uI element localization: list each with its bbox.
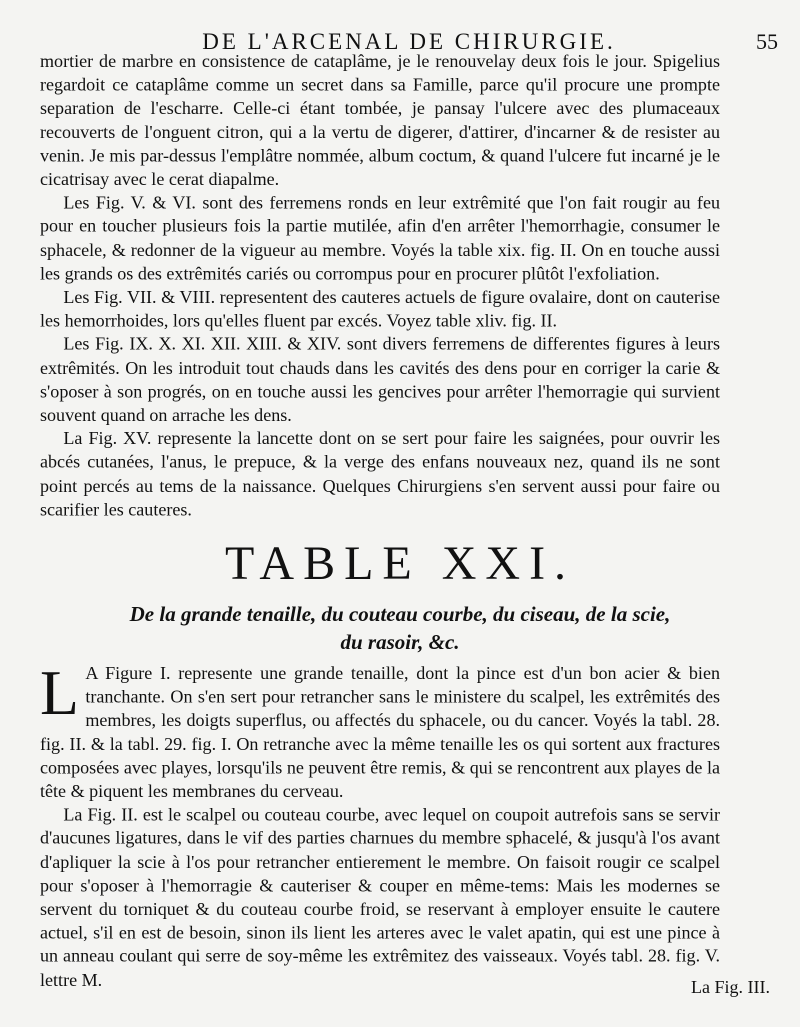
paragraph: Les Fig. VII. & VIII. representent des cauteres actuels de figure ovalaire, dont on cauterise les hemorrhoides, lors qu'elles fluent par excés. Voyez table xliv. fig. II. [40, 286, 720, 331]
paragraph: Les Fig. IX. X. XI. XII. XIII. & XIV. sont divers ferremens de differentes figures à leurs extrêmités. On les introduit tout chauds dans les cavités des dens pour en corriger la carie & s'oposer à son progrés, on en touche aussi les gencives pour arrêter l'hemorragie qui survient souvent quand on arrache les dens. [40, 334, 720, 426]
table-subtitle [0, 600, 800, 656]
page-number: 55 [756, 29, 778, 54]
paragraph-with-dropcap [40, 657, 720, 804]
running-title: DE L'ARCENAL DE CHIRURGIE. [202, 29, 616, 54]
paragraph: Les Fig. V. & VI. sont des ferremens ronds en leur extrêmité que l'on fait rougir au feu pour en toucher plusieurs fois la partie mutilée, afin d'en arrêter l'hemorrhagie, consumer le sphacele, & redonner de la vigueur au membre. Voyés la table xix. fig. II. On en touche aussi les grands os des extrêmités cariés ou corrompus pour en procurer plûtôt l'exfoliation. [40, 192, 720, 284]
paragraph-text: A Figure I. represente une grande tenaille, dont la pince est d'un bon acier & bien tranchante. On s'en sert pour retrancher sans le ministere du scalpel, les extrêmités des membres, les doigts superflus, ou affectés du sphacele, ou du cancer. Voyés la tabl. 28. fig. II. & la tabl. 29. fig. I. On retranche avec la même tenaille les os qui sortent aux fractures composées avec playes, lorsqu'ils ne peuvent être remis, & qui se rencontrent aux playes de la tête & piquent les membranes du cerveau. [40, 663, 720, 802]
table-subtitle-line-1: De la grande tenaille, du couteau courbe, du ciseau, de la scie, [129, 602, 671, 626]
bottom-text-block [40, 657, 720, 992]
paragraph: mortier de marbre en consistence de cataplâme, je le renouvelay deux fois le jour. Spigelius regardoit ce cataplâme comme un secret dans sa Famille, parce qu'il procure une prompte separation de l'escharre. Celle-ci étant tombée, je pansay l'ulcere avec des plumaceaux recouverts de l'onguent citron, qui a la vertu de digerer, d'attirer, d'incarner & de resister au venin. Je mis par-dessus l'emplâtre nommée, album coctum, & quand l'ulcere fut incarné je le cicatrisay avec le cerat diapalme. [40, 51, 720, 190]
top-text-block [40, 50, 720, 522]
paragraph: La Fig. XV. represente la lancette dont on se sert pour faire les saignées, pour ouvrir les abcés cutanées, l'anus, le prepuce, & la verge des enfans nouveaux nez, quand ils ne sont point percés au tems de la naissance. Quelques Chirurgiens s'en servent aussi pour faire ou scarifier les cauteres. [40, 428, 720, 520]
catchword: La Fig. III. [691, 977, 770, 997]
drop-cap: L [40, 657, 79, 728]
table-subtitle-line-2: du rasoir, &c. [340, 630, 460, 654]
table-title: TABLE XXI. [224, 537, 576, 590]
paragraph: La Fig. II. est le scalpel ou couteau courbe, avec lequel on coupoit autrefois sans se servir d'aucunes ligatures, dans le vif des parties charnues du membre sphacelé, & jusqu'à l'os avant d'apliquer la scie à l'os pour retrancher entierement le membre. On faisoit rougir ce scalpel pour s'oposer à l'hemorragie & cauteriser & couper en même-tems: Mais les modernes se servent du torniquet & du couteau courbe froid, se reservant à employer ensuite le cautere actuel, s'il en est de besoin, sinon ils lient les arteres avec le valet apatin, qui est une pince à un anneau coulant qui serre de soy-même les extrêmitez des vaisseaux. Voyés tabl. 28. fig. V. lettre M. [40, 804, 720, 990]
